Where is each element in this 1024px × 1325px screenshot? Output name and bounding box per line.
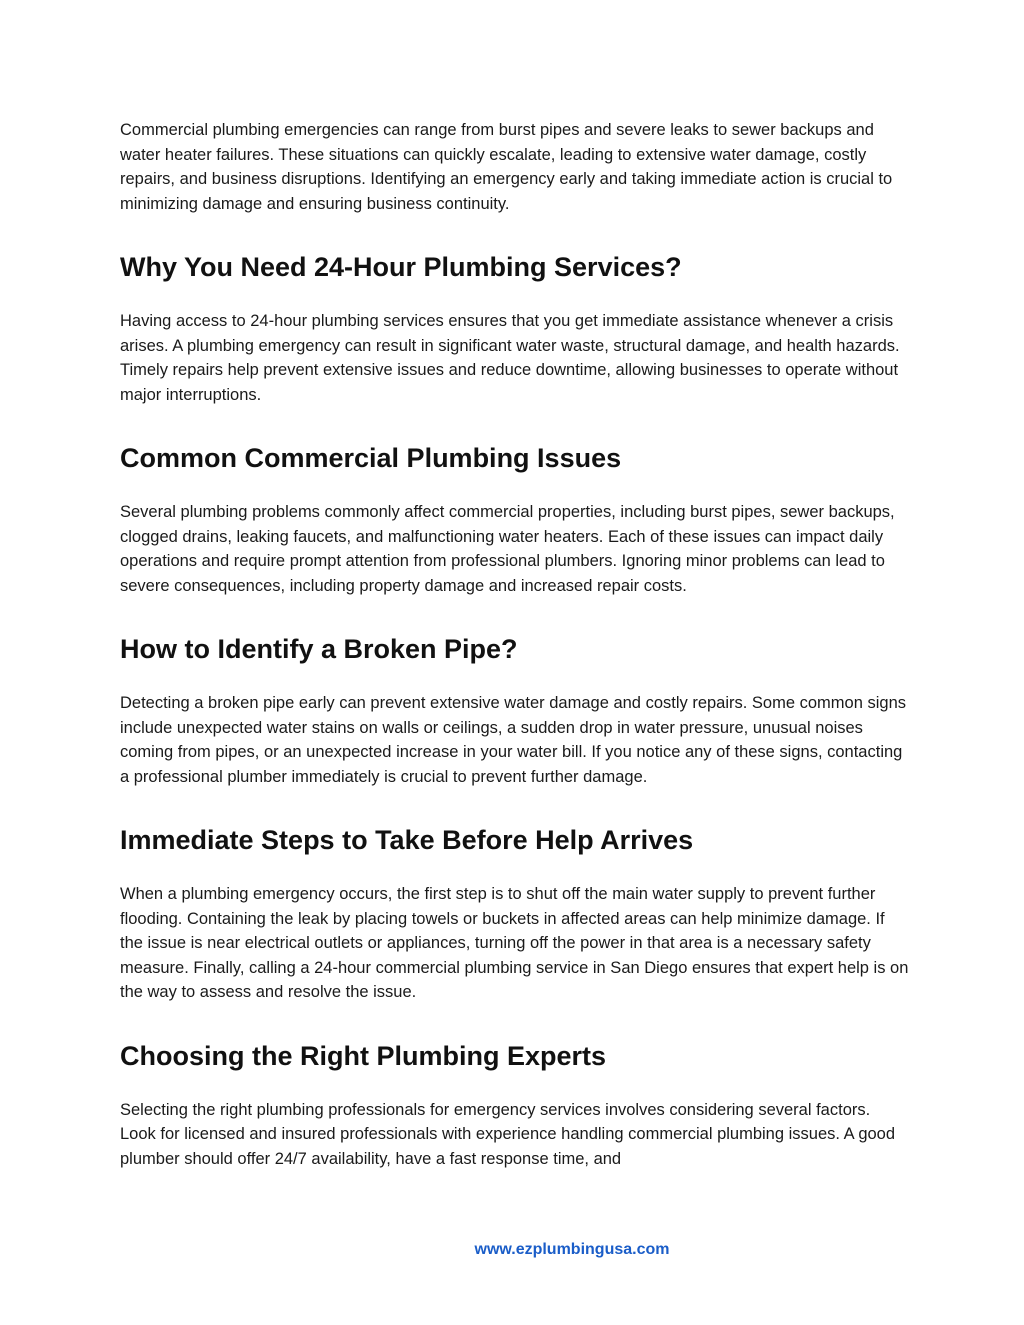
section-heading-choosing-experts: Choosing the Right Plumbing Experts [120,1040,606,1071]
section-body-why-24-hour: Having access to 24-hour plumbing services ensures that you get immediate assistance whenever a crisis arises. A plumbing emergency can result in significant water waste, structural damage, and health hazards. Timely repairs help prevent extensive issues and reduce downtime, allowing businesses to operate without major interruptions. [120,312,900,404]
section-body-broken-pipe: Detecting a broken pipe early can prevent extensive water damage and costly repairs. Some common signs include unexpected water stains on walls or ceilings, a sudden drop in water pressure, unusual noises coming from pipes, or an unexpected increase in your water bill. If you notice any of these signs, contacting a professional plumber immediately is crucial to prevent further damage. [120,694,906,786]
section-heading-common-issues: Common Commercial Plumbing Issues [120,443,622,473]
page-footer [0,1241,1024,1259]
website-link[interactable]: www.ezplumbingusa.com [474,1241,670,1258]
section-body-choosing-experts: Selecting the right plumbing professionals for emergency services involves considering several factors. Look for licensed and insured professionals with experience handling commercial plumbing issues. A good plumber should offer 24/7 availability, have a fast response time, and [120,1100,896,1168]
section-body-common-issues: Several plumbing problems commonly affect commercial properties, including burst pipes, sewer backups, clogged drains, leaking faucets, and malfunctioning water heaters. Each of these issues can impact daily operations and require prompt attention from professional plumbers. Ignoring minor problems can lead to severe consequences, including property damage and increased repair costs. [120,503,895,595]
intro-paragraph: Commercial plumbing emergencies can range from burst pipes and severe leaks to sewer backups and water heater failures. These situations can quickly escalate, leading to extensive water damage, costly repairs, and business disruptions. Identifying an emergency early and taking immediate action is crucial to minimizing damage and ensuring business continuity. [120,121,893,213]
section-body-immediate-steps: When a plumbing emergency occurs, the first step is to shut off the main water supply to prevent further flooding. Containing the leak by placing towels or buckets in affected areas can help minimize damage. If the issue is near electrical outlets or appliances, turning off the power in that area is a necessary safety measure. Finally, calling a 24-hour commercial plumbing service in San Diego ensures that expert help is on the way to assess and resolve the issue. [120,885,909,1001]
section-heading-broken-pipe: How to Identify a Broken Pipe? [120,634,518,664]
section-heading-immediate-steps: Immediate Steps to Take Before Help Arrives [120,825,694,855]
document-body [120,118,910,1171]
section-heading-why-24-hour: Why You Need 24-Hour Plumbing Services? [120,252,682,282]
